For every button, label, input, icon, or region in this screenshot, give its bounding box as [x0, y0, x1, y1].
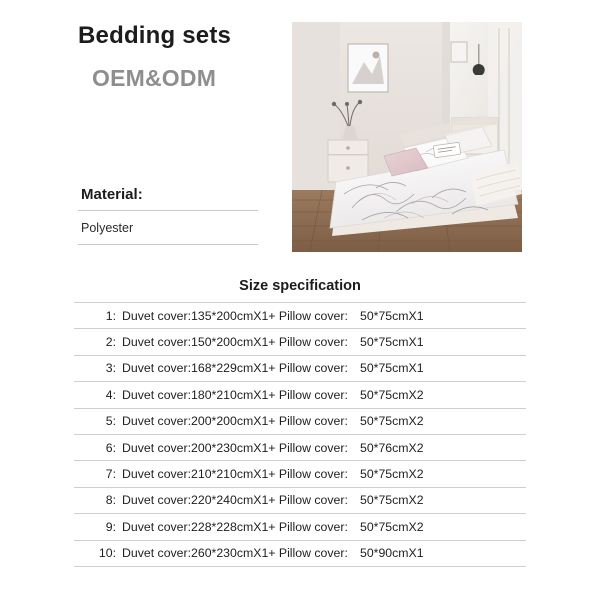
page-title: Bedding sets — [78, 22, 232, 49]
row-index: 9: — [74, 514, 122, 540]
row-pillow: 50*76cmX2 — [360, 434, 526, 460]
table-row — [74, 408, 526, 434]
row-duvet: Duvet cover:220*240cmX1+ Pillow cover: — [122, 487, 360, 513]
table-row — [74, 355, 526, 381]
row-duvet: Duvet cover:180*210cmX1+ Pillow cover: — [122, 382, 360, 408]
header-section — [0, 0, 600, 258]
row-index: 5: — [74, 408, 122, 434]
spec-title: Size specification — [239, 278, 361, 294]
row-duvet: Duvet cover:150*200cmX1+ Pillow cover: — [122, 329, 360, 355]
table-row — [74, 329, 526, 355]
table-row — [74, 303, 526, 329]
row-index: 6: — [74, 434, 122, 460]
title-block — [78, 22, 283, 92]
row-index: 2: — [74, 329, 122, 355]
row-index: 8: — [74, 487, 122, 513]
table-row — [74, 461, 526, 487]
bedroom-photo-illustration — [292, 22, 522, 252]
material-value: Polyester — [81, 221, 134, 235]
table-row — [74, 434, 526, 460]
row-pillow: 50*75cmX2 — [360, 514, 526, 540]
row-index: 10: — [74, 540, 122, 566]
row-pillow: 50*75cmX2 — [360, 487, 526, 513]
table-row — [74, 514, 526, 540]
row-index: 7: — [74, 461, 122, 487]
material-label: Material: — [81, 186, 143, 203]
row-duvet: Duvet cover:210*210cmX1+ Pillow cover: — [122, 461, 360, 487]
table-row — [74, 382, 526, 408]
row-pillow: 50*90cmX1 — [360, 540, 526, 566]
product-photo — [292, 22, 522, 252]
row-pillow: 50*75cmX2 — [360, 382, 526, 408]
row-pillow: 50*75cmX2 — [360, 408, 526, 434]
size-specification-table — [74, 302, 526, 567]
material-divider-top — [78, 210, 258, 211]
row-index: 1: — [74, 303, 122, 329]
material-block — [78, 186, 258, 245]
row-duvet: Duvet cover:260*230cmX1+ Pillow cover: — [122, 540, 360, 566]
row-pillow: 50*75cmX2 — [360, 461, 526, 487]
material-divider-bottom — [78, 244, 258, 245]
row-duvet: Duvet cover:228*228cmX1+ Pillow cover: — [122, 514, 360, 540]
row-duvet: Duvet cover:135*200cmX1+ Pillow cover: — [122, 303, 360, 329]
table-row — [74, 487, 526, 513]
row-duvet: Duvet cover:200*200cmX1+ Pillow cover: — [122, 408, 360, 434]
table-row — [74, 540, 526, 566]
page-subtitle: OEM&ODM — [92, 64, 217, 91]
row-pillow: 50*75cmX1 — [360, 329, 526, 355]
row-pillow: 50*75cmX1 — [360, 303, 526, 329]
row-index: 4: — [74, 382, 122, 408]
row-pillow: 50*75cmX1 — [360, 355, 526, 381]
row-index: 3: — [74, 355, 122, 381]
row-duvet: Duvet cover:168*229cmX1+ Pillow cover: — [122, 355, 360, 381]
row-duvet: Duvet cover:200*230cmX1+ Pillow cover: — [122, 434, 360, 460]
